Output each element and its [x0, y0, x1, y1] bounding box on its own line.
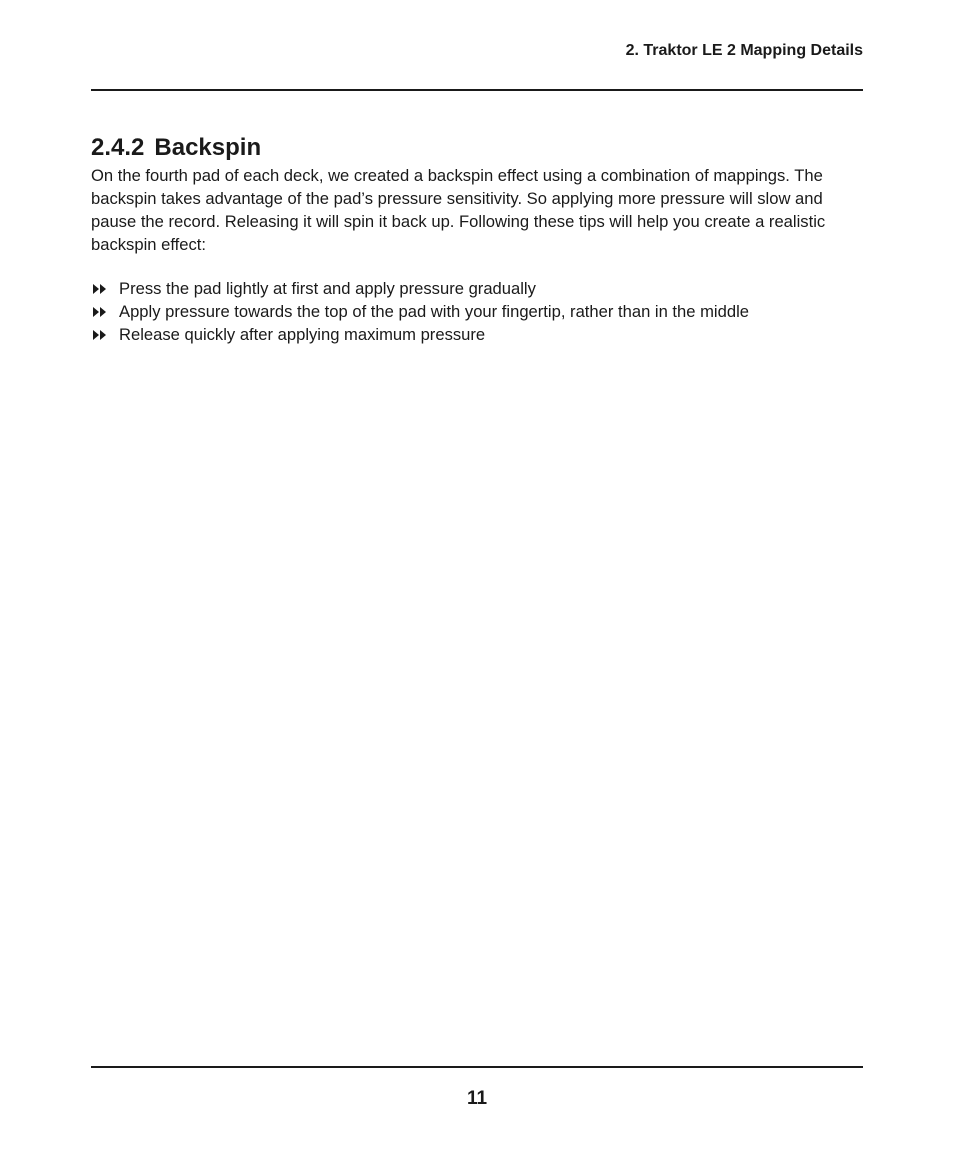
list-item: [91, 323, 749, 346]
list-item-text: Apply pressure towards the top of the pad with your fingertip, rather than in the middle: [119, 302, 749, 321]
double-arrow-bullet-icon: [93, 284, 107, 294]
list-item-text: Press the pad lightly at first and apply pressure gradually: [119, 279, 536, 298]
section-number: 2.4.2: [91, 134, 145, 161]
double-arrow-bullet-icon: [93, 307, 107, 317]
section-title: Backspin: [154, 134, 262, 161]
tips-list: [91, 277, 749, 346]
page-number: 11: [466, 1088, 488, 1109]
section-heading: [91, 134, 261, 162]
header-divider: [91, 89, 863, 91]
list-item-text: Release quickly after applying maximum pressure: [119, 325, 486, 344]
list-item: [91, 277, 749, 300]
running-header: 2. Traktor LE 2 Mapping Details: [625, 42, 863, 59]
double-arrow-bullet-icon: [93, 330, 107, 340]
section-paragraph: On the fourth pad of each deck, we created a backspin effect using a combination of mappings. The backspin takes advantage of the pad’s pressure sensitivity. So applying more pressure will slow and pause the record. Releasing it will spin it back up. Following these tips will help you create a realistic backspin effect:: [91, 166, 826, 254]
list-item: [91, 300, 749, 323]
footer-divider: [91, 1066, 863, 1068]
